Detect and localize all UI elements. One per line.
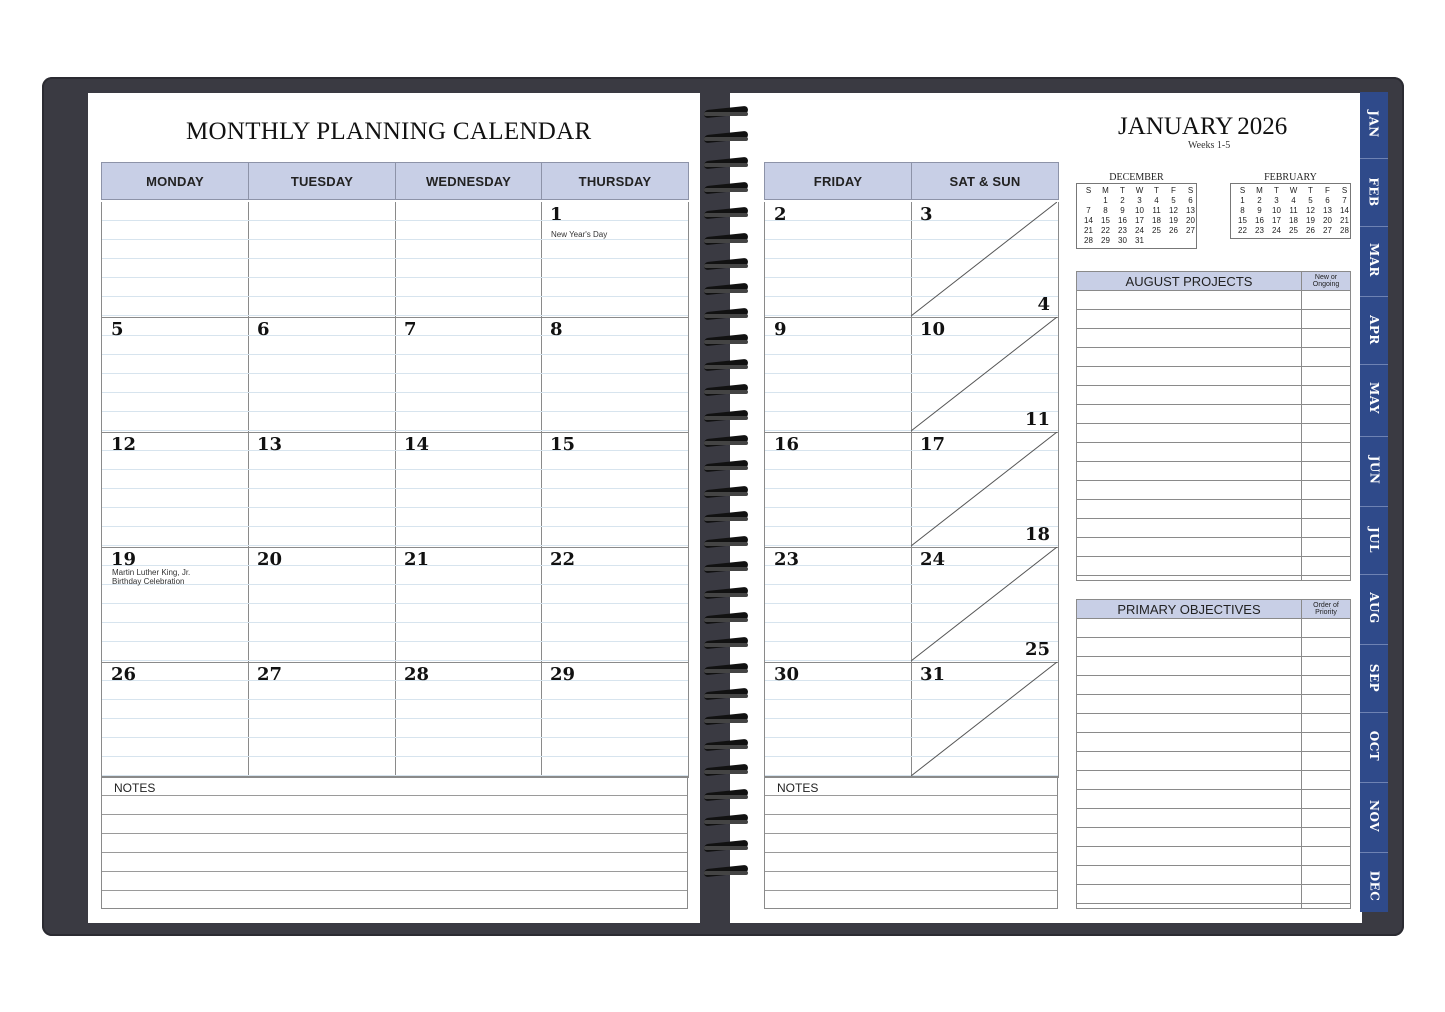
tab-separator [1360, 296, 1388, 297]
mini-calendar-week [1080, 226, 1193, 236]
day-cell-weekend[interactable] [911, 662, 1059, 778]
mini-day: 22 [1101, 226, 1110, 235]
day-cell-weekend[interactable] [911, 432, 1059, 548]
tab-separator [1360, 364, 1388, 365]
day-number-sunday: 11 [1024, 409, 1050, 430]
coil-wire-shadow [704, 593, 748, 597]
mini-day: 14 [1340, 206, 1349, 215]
mini-day: 21 [1340, 216, 1349, 225]
mini-day: 25 [1152, 226, 1161, 235]
weekday-letter: F [1325, 186, 1330, 195]
day-number: 9 [774, 319, 787, 340]
day-cell[interactable] [541, 317, 689, 433]
day-number-sunday: 4 [1037, 294, 1050, 315]
day-cell[interactable] [101, 432, 249, 548]
mini-day: 13 [1323, 206, 1332, 215]
mini-day: 30 [1118, 236, 1127, 245]
day-number-saturday: 24 [920, 549, 946, 570]
mini-day: 11 [1289, 206, 1298, 215]
mini-day: 15 [1238, 216, 1247, 225]
mini-day: 16 [1118, 216, 1127, 225]
month-name: JANUARY [1118, 113, 1234, 140]
mini-day: 6 [1188, 196, 1193, 205]
spiral-coil [702, 688, 752, 702]
mini-day: 25 [1289, 226, 1298, 235]
weekday-letter: T [1308, 186, 1313, 195]
tab-separator [1360, 158, 1388, 159]
mini-calendar-title: FEBRUARY [1264, 172, 1317, 183]
day-cell-weekend[interactable] [911, 202, 1059, 318]
spiral-coil [702, 789, 752, 803]
mini-day [1165, 236, 1182, 246]
day-cell[interactable] [101, 547, 249, 663]
coil-wire-shadow [704, 694, 748, 698]
mini-day: 4 [1154, 196, 1159, 205]
coil-wire-shadow [704, 871, 748, 875]
weekday-letter: S [1085, 186, 1092, 195]
weekday-letter: W [1135, 186, 1144, 195]
day-number: 27 [257, 664, 283, 685]
mini-day: 18 [1152, 216, 1161, 225]
mini-day: 28 [1084, 236, 1093, 245]
month-title [1118, 113, 1287, 141]
month-tab-label: NOV [1367, 799, 1381, 833]
spiral-coil [702, 460, 752, 474]
mini-day: 12 [1306, 206, 1315, 215]
spiral-coil [702, 612, 752, 626]
mini-day: 10 [1272, 206, 1281, 215]
mini-calendar-title: DECEMBER [1109, 172, 1164, 183]
day-number: 12 [111, 434, 137, 455]
day-number: 21 [404, 549, 430, 570]
day-number: 2 [774, 204, 787, 225]
mini-day: 8 [1240, 206, 1245, 215]
objectives-sub-2: Priority [1315, 609, 1337, 616]
spiral-coil [702, 739, 752, 753]
coil-wire-shadow [704, 112, 748, 116]
day-number-sunday: 25 [1024, 639, 1050, 660]
month-year: 2026 [1237, 113, 1288, 140]
mini-day [1148, 236, 1165, 246]
day-number: 1 [550, 204, 563, 225]
month-tab-label: APR [1367, 315, 1381, 345]
day-cell-friday[interactable] [764, 432, 912, 548]
spiral-coil [702, 308, 752, 322]
weekday-letter: F [1171, 186, 1176, 195]
projects-panel[interactable] [1076, 271, 1351, 581]
tab-separator [1360, 644, 1388, 645]
mini-day: 11 [1152, 206, 1161, 215]
spiral-coil [702, 587, 752, 601]
mini-day: 20 [1323, 216, 1332, 225]
day-cell[interactable] [395, 547, 542, 663]
projects-lines [1077, 291, 1350, 580]
coil-wire-shadow [704, 213, 748, 217]
day-header-wednesday: WEDNESDAY [395, 162, 542, 200]
spiral-coil [702, 536, 752, 550]
coil-wire-shadow [704, 517, 748, 521]
day-header-thursday: THURSDAY [541, 162, 689, 200]
weekend-divider [911, 202, 1057, 317]
mini-day: 18 [1289, 216, 1298, 225]
day-cell[interactable] [101, 662, 249, 778]
spiral-coil [702, 764, 752, 778]
coil-wire-shadow [704, 239, 748, 243]
day-number-saturday: 31 [920, 664, 946, 685]
objectives-panel[interactable] [1076, 599, 1351, 909]
month-tab-jan[interactable] [1360, 94, 1388, 154]
mini-calendar-week [1234, 206, 1347, 216]
day-number: 20 [257, 549, 283, 570]
month-tab-label: SEP [1367, 663, 1381, 693]
day-number: 28 [404, 664, 430, 685]
day-number: 19 [111, 549, 137, 570]
day-number: 5 [111, 319, 124, 340]
weekend-divider [911, 662, 1057, 777]
day-header-friday: FRIDAY [764, 162, 912, 200]
day-header-tuesday: TUESDAY [248, 162, 396, 200]
objectives-lines [1077, 619, 1350, 908]
month-tab-label: DEC [1367, 870, 1382, 902]
mini-day: 3 [1274, 196, 1279, 205]
mini-day: 2 [1257, 196, 1262, 205]
mini-calendar-february [1230, 172, 1351, 239]
day-cell[interactable] [248, 662, 396, 778]
mini-day: 7 [1086, 206, 1091, 215]
day-header-weekend: SAT & SUN [911, 162, 1059, 200]
day-cell[interactable] [248, 317, 396, 433]
day-cell-friday[interactable] [764, 547, 912, 663]
day-cell[interactable] [248, 202, 396, 318]
mini-day: 31 [1135, 236, 1144, 245]
mini-day: 19 [1169, 216, 1178, 225]
spiral-coil [702, 182, 752, 196]
day-cell[interactable] [395, 662, 542, 778]
coil-wire-shadow [704, 441, 748, 445]
mini-day: 10 [1135, 206, 1144, 215]
day-number: 26 [111, 664, 137, 685]
weekday-letter: S [1239, 186, 1246, 195]
day-cell[interactable] [541, 432, 689, 548]
spiral-coil [702, 334, 752, 348]
mini-calendar-week [1080, 196, 1193, 206]
weekend-divider-line [911, 662, 1057, 776]
mini-day: 8 [1103, 206, 1108, 215]
tab-separator [1360, 436, 1388, 437]
spiral-coil [702, 713, 752, 727]
month-tab-jun[interactable] [1360, 440, 1388, 500]
day-cell[interactable] [395, 432, 542, 548]
month-tab-may[interactable] [1360, 368, 1388, 428]
day-number: 6 [257, 319, 270, 340]
month-tab-label: JUL [1367, 526, 1381, 554]
tab-separator [1360, 782, 1388, 783]
projects-column-divider [1301, 272, 1302, 580]
mini-calendar-week [1234, 196, 1347, 206]
day-cell[interactable] [101, 202, 249, 318]
day-cell[interactable] [541, 547, 689, 663]
spiral-coil [702, 283, 752, 297]
coil-wire-shadow [704, 492, 748, 496]
tab-separator [1360, 574, 1388, 575]
coil-wire-shadow [704, 795, 748, 799]
day-number: 16 [774, 434, 800, 455]
holiday-label: Birthday Celebration [112, 577, 185, 586]
coil-wire-shadow [704, 669, 748, 673]
projects-title: AUGUST PROJECTS [1125, 274, 1253, 289]
mini-day: 29 [1101, 236, 1110, 245]
coil-wire-shadow [704, 314, 748, 318]
mini-day: 26 [1169, 226, 1178, 235]
spiral-coil [702, 840, 752, 854]
day-cell[interactable] [248, 432, 396, 548]
mini-calendar-grid [1230, 183, 1351, 239]
coil-wire-shadow [704, 390, 748, 394]
spiral-coil [702, 561, 752, 575]
month-tab-label: FEB [1367, 177, 1381, 207]
mini-day: 20 [1186, 216, 1195, 225]
mini-day: 9 [1120, 206, 1125, 215]
mini-day: 1 [1240, 196, 1245, 205]
spiral-coil [702, 865, 752, 879]
mini-day: 3 [1137, 196, 1142, 205]
coil-wire-shadow [704, 289, 748, 293]
weekday-letter: T [1154, 186, 1159, 195]
day-number: 22 [550, 549, 576, 570]
spiral-coil [702, 814, 752, 828]
spiral-coil [702, 131, 752, 145]
day-number: 8 [550, 319, 563, 340]
coil-wire-shadow [704, 770, 748, 774]
day-number-saturday: 3 [920, 204, 933, 225]
day-number: 23 [774, 549, 800, 570]
notes-left[interactable] [101, 776, 688, 909]
mini-day: 28 [1340, 226, 1349, 235]
day-number: 13 [257, 434, 283, 455]
holiday-label: New Year's Day [551, 230, 608, 239]
spiral-coil [702, 637, 752, 651]
spiral-coil [702, 157, 752, 171]
weekday-letter: M [1102, 186, 1109, 195]
coil-wire-shadow [704, 719, 748, 723]
day-cell-weekend[interactable] [911, 547, 1059, 663]
day-cell-friday[interactable] [764, 202, 912, 318]
mini-day: 1 [1103, 196, 1108, 205]
day-cell-friday[interactable] [764, 317, 912, 433]
day-number: 30 [774, 664, 800, 685]
objectives-title: PRIMARY OBJECTIVES [1117, 602, 1261, 617]
spiral-coil [702, 663, 752, 677]
mini-day: 19 [1306, 216, 1315, 225]
month-tab-nov[interactable] [1360, 786, 1388, 846]
spiral-coil [702, 207, 752, 221]
mini-calendar-week [1080, 206, 1193, 216]
month-tab-feb[interactable] [1360, 162, 1388, 222]
mini-day [1080, 196, 1097, 206]
notes-label: NOTES [114, 781, 159, 795]
spiral-coil [702, 486, 752, 500]
mini-day: 23 [1118, 226, 1127, 235]
coil-wire-shadow [704, 163, 748, 167]
day-number-saturday: 17 [920, 434, 946, 455]
spiral-coil [702, 435, 752, 449]
weekday-letter: S [1341, 186, 1348, 195]
mini-day: 16 [1255, 216, 1264, 225]
projects-column-label [1302, 274, 1350, 288]
left-page-title: MONTHLY PLANNING CALENDAR [186, 118, 592, 145]
day-number: 29 [550, 664, 576, 685]
coil-wire-shadow [704, 340, 748, 344]
coil-wire-shadow [704, 365, 748, 369]
mini-calendar-grid [1076, 183, 1197, 249]
mini-day: 9 [1257, 206, 1262, 215]
month-tab-jul[interactable] [1360, 510, 1388, 570]
notes-label: NOTES [777, 781, 822, 795]
coil-wire-shadow [704, 618, 748, 622]
weekend-divider-line [911, 202, 1057, 316]
mini-day: 23 [1255, 226, 1264, 235]
mini-calendar-week [1234, 216, 1347, 226]
day-cell[interactable] [541, 202, 689, 318]
month-tab-sep[interactable] [1360, 648, 1388, 708]
mini-calendar-weekdays [1234, 186, 1347, 196]
tab-separator [1360, 226, 1388, 227]
spiral-coil [702, 359, 752, 373]
coil-wire-shadow [704, 466, 748, 470]
day-number-saturday: 10 [920, 319, 946, 340]
tab-separator [1360, 712, 1388, 713]
mini-day: 17 [1272, 216, 1281, 225]
mini-calendar-week [1234, 226, 1347, 236]
month-tab-label: AUG [1367, 592, 1381, 624]
day-header-monday: MONDAY [101, 162, 249, 200]
day-number-sunday: 18 [1024, 524, 1050, 545]
mini-day [1182, 236, 1199, 246]
tab-separator [1360, 506, 1388, 507]
day-number: 15 [550, 434, 576, 455]
spiral-coil [702, 384, 752, 398]
coil-wire-shadow [704, 643, 748, 647]
day-cell[interactable] [248, 547, 396, 663]
coil-wire-shadow [704, 137, 748, 141]
coil-wire-shadow [704, 416, 748, 420]
coil-wire-shadow [704, 567, 748, 571]
mini-day: 12 [1169, 206, 1178, 215]
mini-day: 4 [1291, 196, 1296, 205]
month-tab-label: JUN [1367, 455, 1381, 485]
coil-wire-shadow [704, 745, 748, 749]
weekday-letter: W [1289, 186, 1298, 195]
spiral-coil [702, 410, 752, 424]
mini-day: 27 [1186, 226, 1195, 235]
mini-calendar-week [1080, 236, 1193, 246]
day-number: 7 [404, 319, 417, 340]
day-cell-weekend[interactable] [911, 317, 1059, 433]
mini-calendar-week [1080, 216, 1193, 226]
month-tab-mar[interactable] [1360, 230, 1388, 290]
holiday-label: Martin Luther King, Jr. [112, 568, 191, 577]
month-tab-dec[interactable] [1360, 856, 1388, 916]
mini-day: 17 [1135, 216, 1144, 225]
projects-sub-1: New or [1314, 274, 1338, 281]
coil-wire-shadow [704, 188, 748, 192]
mini-day: 26 [1306, 226, 1315, 235]
weekday-letter: T [1274, 186, 1279, 195]
mini-day: 13 [1186, 206, 1195, 215]
weekday-letter: M [1256, 186, 1263, 195]
month-tab-label: MAY [1367, 381, 1381, 415]
weekday-letter: S [1187, 186, 1194, 195]
weekday-letter: T [1120, 186, 1125, 195]
mini-calendar-december [1076, 172, 1197, 249]
mini-day: 6 [1325, 196, 1330, 205]
mini-day: 15 [1101, 216, 1110, 225]
objectives-column-divider [1301, 600, 1302, 908]
coil-wire-shadow [704, 542, 748, 546]
weeks-range: Weeks 1-5 [1188, 140, 1231, 151]
spiral-coil [702, 233, 752, 247]
mini-day: 2 [1120, 196, 1125, 205]
mini-day: 22 [1238, 226, 1247, 235]
day-number: 14 [404, 434, 430, 455]
month-tab-strip [1360, 92, 1388, 912]
tab-separator [1360, 852, 1388, 853]
month-tab-label: MAR [1367, 242, 1382, 278]
notes-right[interactable] [764, 776, 1058, 909]
spiral-coil [702, 258, 752, 272]
day-cell[interactable] [541, 662, 689, 778]
mini-day: 21 [1084, 226, 1093, 235]
mini-calendar-weekdays [1080, 186, 1193, 196]
month-tab-label: JAN [1367, 110, 1381, 138]
mini-day: 24 [1272, 226, 1281, 235]
coil-wire-shadow [704, 846, 748, 850]
month-tab-label: OCT [1367, 730, 1381, 762]
spiral-coil [702, 511, 752, 525]
objectives-sub-1: Order of [1313, 602, 1339, 609]
objectives-column-label [1302, 602, 1350, 616]
coil-wire-shadow [704, 264, 748, 268]
mini-day: 27 [1323, 226, 1332, 235]
day-cell[interactable] [395, 317, 542, 433]
coil-wire-shadow [704, 820, 748, 824]
mini-day: 5 [1171, 196, 1176, 205]
mini-day: 24 [1135, 226, 1144, 235]
day-cell[interactable] [101, 317, 249, 433]
day-cell-friday[interactable] [764, 662, 912, 778]
projects-sub-2: Ongoing [1312, 281, 1340, 288]
day-cell[interactable] [395, 202, 542, 318]
mini-day: 5 [1308, 196, 1313, 205]
mini-day: 7 [1342, 196, 1347, 205]
month-tab-apr[interactable] [1360, 300, 1388, 360]
month-tab-aug[interactable] [1360, 578, 1388, 638]
month-tab-oct[interactable] [1360, 716, 1388, 776]
mini-day: 14 [1084, 216, 1093, 225]
spiral-coil [702, 106, 752, 120]
